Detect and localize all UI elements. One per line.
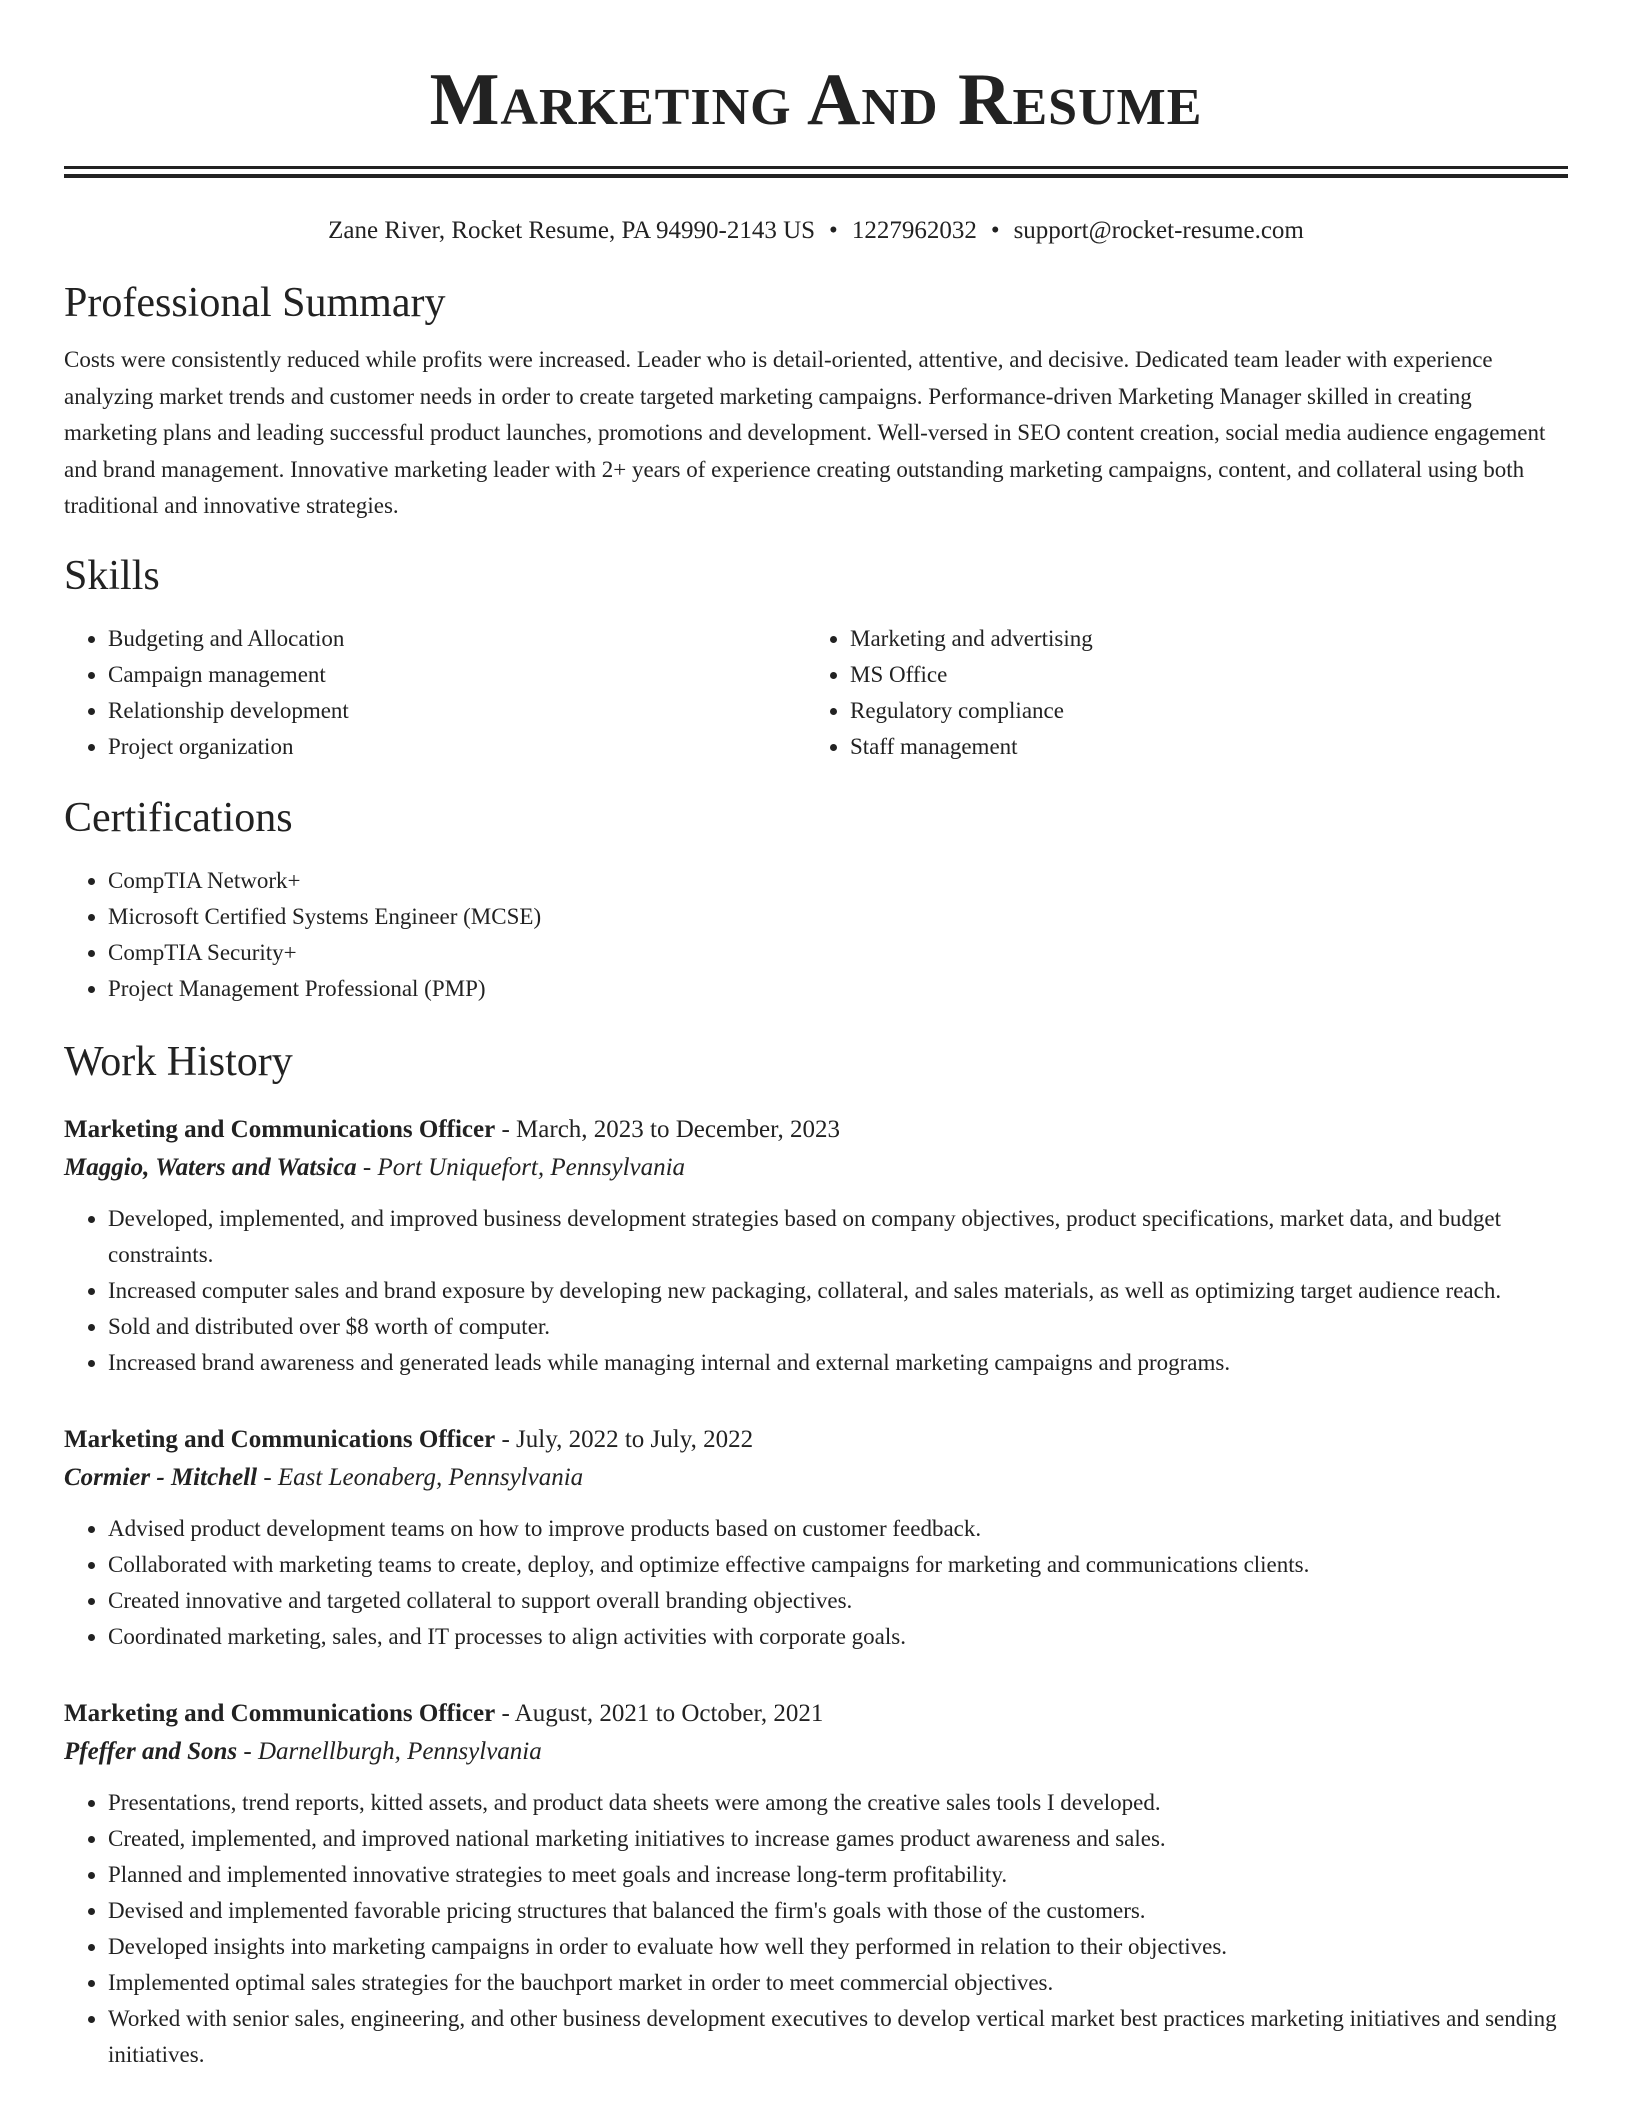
responsibility-item: • Developed, implemented, and improved business development strategies based on company objectives, product specifications, market data, and budget constraints. (108, 1201, 1568, 1273)
job-responsibilities (64, 1511, 1568, 1655)
job-header (64, 1695, 1568, 1733)
responsibility-item: • Worked with senior sales, engineering, and other business development executives to develop vertical market best practices marketing initiatives and sending initiatives. (108, 2001, 1568, 2073)
skill-item: • Campaign management (108, 657, 806, 693)
responsibility-item: • Presentations, trend reports, kitted assets, and product data sheets were among the creative sales tools I developed. (108, 1785, 1568, 1821)
summary-text: Costs were consistently reduced while profits were increased. Leader who is detail-oriented, attentive, and decisive. Dedicated team leader with experience analyzing market trends and customer needs in order to create targeted marketing campaigns. Performance-driven Marketing Manager skilled in creating marketing plans and leading successful product launches, promotions and development. Well-versed in SEO content creation, social media audience engagement and brand management. Innovative marketing leader with 2+ years of experience creating outstanding marketing campaigns, content, and collateral using both traditional and innovative strategies. (64, 347, 1546, 518)
company-name: Cormier - Mitchell (64, 1463, 258, 1491)
skills-heading: Skills (64, 552, 160, 599)
job-employer (64, 1149, 1568, 1187)
skill-item: • Project organization (108, 729, 806, 765)
job-employer (64, 1733, 1568, 1771)
title-rule-bottom (64, 174, 1568, 178)
job-location: - Darnellburgh, Pennsylvania (237, 1737, 542, 1765)
responsibility-item: • Created, implemented, and improved national marketing initiatives to increase games product awareness and sales. (108, 1821, 1568, 1857)
responsibility-item: • Coordinated marketing, sales, and IT processes to align activities with corporate goals. (108, 1619, 1568, 1655)
skill-item: • Relationship development (108, 693, 806, 729)
job-header (64, 1111, 1568, 1149)
certifications-list (64, 863, 1568, 1007)
certification-item: • CompTIA Security+ (108, 935, 1568, 971)
certification-item: • Microsoft Certified Systems Engineer (MCSE) (108, 899, 1568, 935)
skill-item: • MS Office (850, 657, 1548, 693)
certification-item: • CompTIA Network+ (108, 863, 1568, 899)
contact-separator: • (990, 217, 1000, 244)
company-name: Pfeffer and Sons (64, 1737, 238, 1765)
certification-item: • Project Management Professional (PMP) (108, 971, 1568, 1007)
certifications-heading: Certifications (64, 794, 293, 841)
job-title: Marketing and Communications Officer (64, 1425, 496, 1453)
responsibility-item: • Increased brand awareness and generated leads while managing internal and external marketing campaigns and programs. (108, 1345, 1568, 1381)
job-entry (64, 1695, 1568, 2073)
job-location: - East Leonaberg, Pennsylvania (257, 1463, 584, 1491)
responsibility-item: • Advised product development teams on how to improve products based on customer feedback. (108, 1511, 1568, 1547)
job-title: Marketing and Communications Officer (64, 1115, 496, 1143)
skill-item: • Budgeting and Allocation (108, 621, 806, 657)
responsibility-item: • Devised and implemented favorable pricing structures that balanced the firm's goals with those of the customers. (108, 1893, 1568, 1929)
job-dates: - March, 2023 to December, 2023 (495, 1115, 840, 1143)
skill-item: • Staff management (850, 729, 1548, 765)
contact-phone: 1227962032 (851, 217, 977, 244)
responsibility-item: • Created innovative and targeted collateral to support overall branding objectives. (108, 1583, 1568, 1619)
job-employer (64, 1459, 1568, 1497)
responsibility-item: • Implemented optimal sales strategies for the bauchport market in order to meet commercial objectives. (108, 1965, 1568, 2001)
job-title: Marketing and Communications Officer (64, 1699, 496, 1727)
responsibility-item: • Sold and distributed over $8 worth of computer. (108, 1309, 1568, 1345)
title-rule-top (64, 166, 1568, 169)
skills-column-left (64, 621, 806, 765)
work-history-heading: Work History (64, 1038, 293, 1085)
contact-address: Zane River, Rocket Resume, PA 94990-2143 US (328, 217, 816, 244)
skill-item: • Marketing and advertising (850, 621, 1548, 657)
contact-line (64, 214, 1568, 248)
skills-column-right (806, 621, 1548, 765)
skill-item: • Regulatory compliance (850, 693, 1548, 729)
responsibility-item: • Collaborated with marketing teams to create, deploy, and optimize effective campaigns for marketing and communications clients. (108, 1547, 1568, 1583)
contact-separator: • (829, 217, 838, 244)
job-header (64, 1421, 1568, 1459)
job-entry (64, 1421, 1568, 1655)
company-name: Maggio, Waters and Watsica (64, 1153, 357, 1181)
resume-title: Marketing And Resume (429, 59, 1203, 141)
job-dates: - July, 2022 to July, 2022 (495, 1425, 754, 1453)
resume-page (64, 0, 1568, 2073)
skills-list (64, 621, 1568, 765)
summary-heading: Professional Summary (64, 280, 446, 326)
job-responsibilities (64, 1201, 1568, 1381)
responsibility-item: • Planned and implemented innovative strategies to meet goals and increase long-term profitability. (108, 1857, 1568, 1893)
responsibility-item: • Increased computer sales and brand exposure by developing new packaging, collateral, and sales materials, as well as optimizing target audience reach. (108, 1273, 1568, 1309)
job-entry (64, 1111, 1568, 1381)
contact-email[interactable]: support@rocket-resume.com (1013, 217, 1304, 244)
job-responsibilities (64, 1785, 1568, 2073)
job-dates: - August, 2021 to October, 2021 (495, 1699, 824, 1727)
responsibility-item: • Developed insights into marketing campaigns in order to evaluate how well they performed in relation to their objectives. (108, 1929, 1568, 1965)
job-location: - Port Uniquefort, Pennsylvania (356, 1153, 686, 1181)
